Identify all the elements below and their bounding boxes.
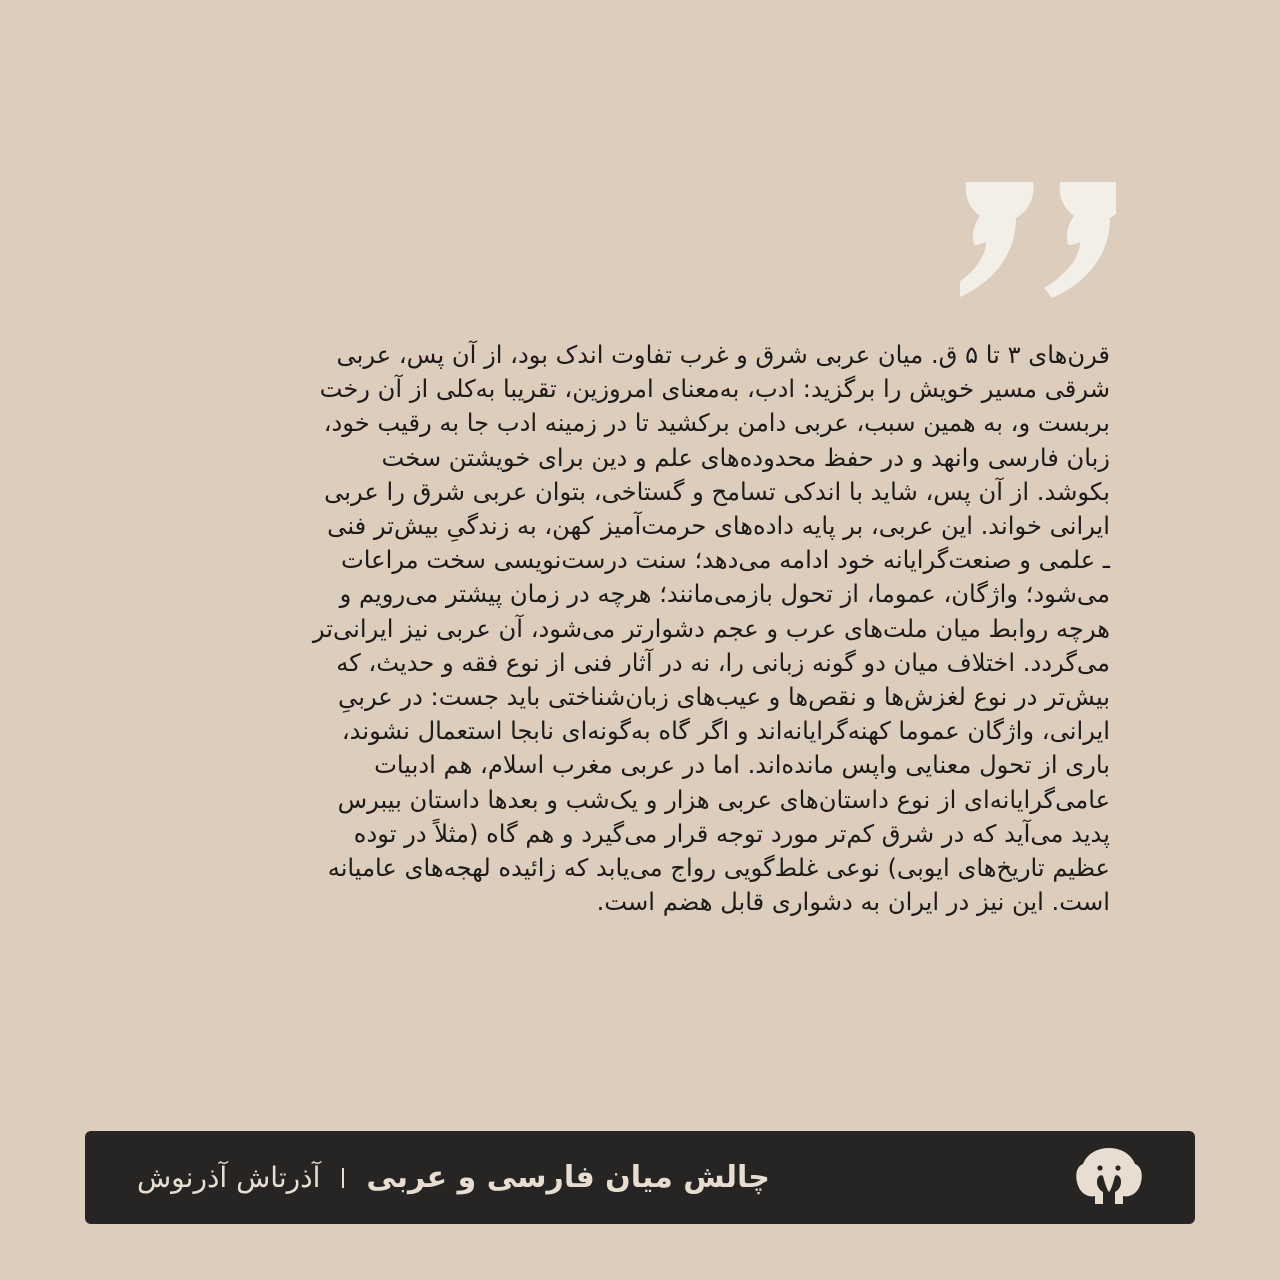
footer-caption [137, 1131, 770, 1224]
elephant-logo-icon [1075, 1146, 1143, 1206]
title-author-separator [342, 1168, 344, 1188]
article-text: قرن‌های ۳ تا ۵ ق. میان عربی شرق و غرب تفاوت اندک بود، از آن پس، عربی شرقی مسیر خویش را برگزید: ادب، به‌معنای امروزین، تقریبا به‌کلی از آن رخت بربست و، به همین سبب، عربی دامن برکشید تا در زمینه ادب جا به رقیب خود، زبان فارسی وانهد و در حفظ محدوده‌های علم و دین برای خویشتن سخت بکوشد. از آن پس، شاید با اندکی تسامح و گستاخی، بتوان عربی شرق را عربی ایرانی خواند. این عربی، بر پایه داده‌های حرمت‌آمیز کهن، به زندگیِ بیش‌تر فنی ـ علمی و صنعت‌گرایانه خود ادامه می‌دهد؛ سنت درست‌نویسی سخت مراعات می‌شود؛ واژگان، عموما، از تحول بازمی‌مانند؛ هرچه در زمان پیشتر می‌رویم و هرچه روابط میان ملت‌های عرب و عجم دشوارتر می‌شود، آن عربی نیز ایرانی‌تر می‌گردد. اختلاف میان دو گونه زبانی را، نه در آثار فنی از نوع فقه و حدیث، که بیش‌تر در نوع لغزش‌ها و نقص‌ها و عیب‌های زبان‌شناختی باید جست: در عربیِ ایرانی، واژگان عموما کهنه‌گرایانه‌اند و اگر گاه به‌گونه‌ای نابجا استعمال نشوند، باری از تحول معنایی واپس مانده‌اند. اما در عربی مغرب اسلام، هم ادبیات عامی‌گرایانه‌ای از نوع داستان‌های عربی هزار و یک‌شب و بعدها داستان بیبرس پدید می‌آید که در شرق کم‌تر مورد توجه قرار می‌گیرد و هم گاه (مثلاً در توده عظیم تاریخ‌های ایوبی) نوعی غلط‌گویی رواج می‌یابد که زائیده لهجه‌های عامیانه است. این نیز در ایران به دشواری قابل هضم است. [312, 341, 1110, 917]
closing-quote-icon [960, 182, 1116, 298]
author-name: آذرتاش آذرنوش [137, 1161, 321, 1194]
footer-bar [85, 1131, 1195, 1224]
book-title: چالش میان فارسی و عربی [366, 1160, 770, 1195]
